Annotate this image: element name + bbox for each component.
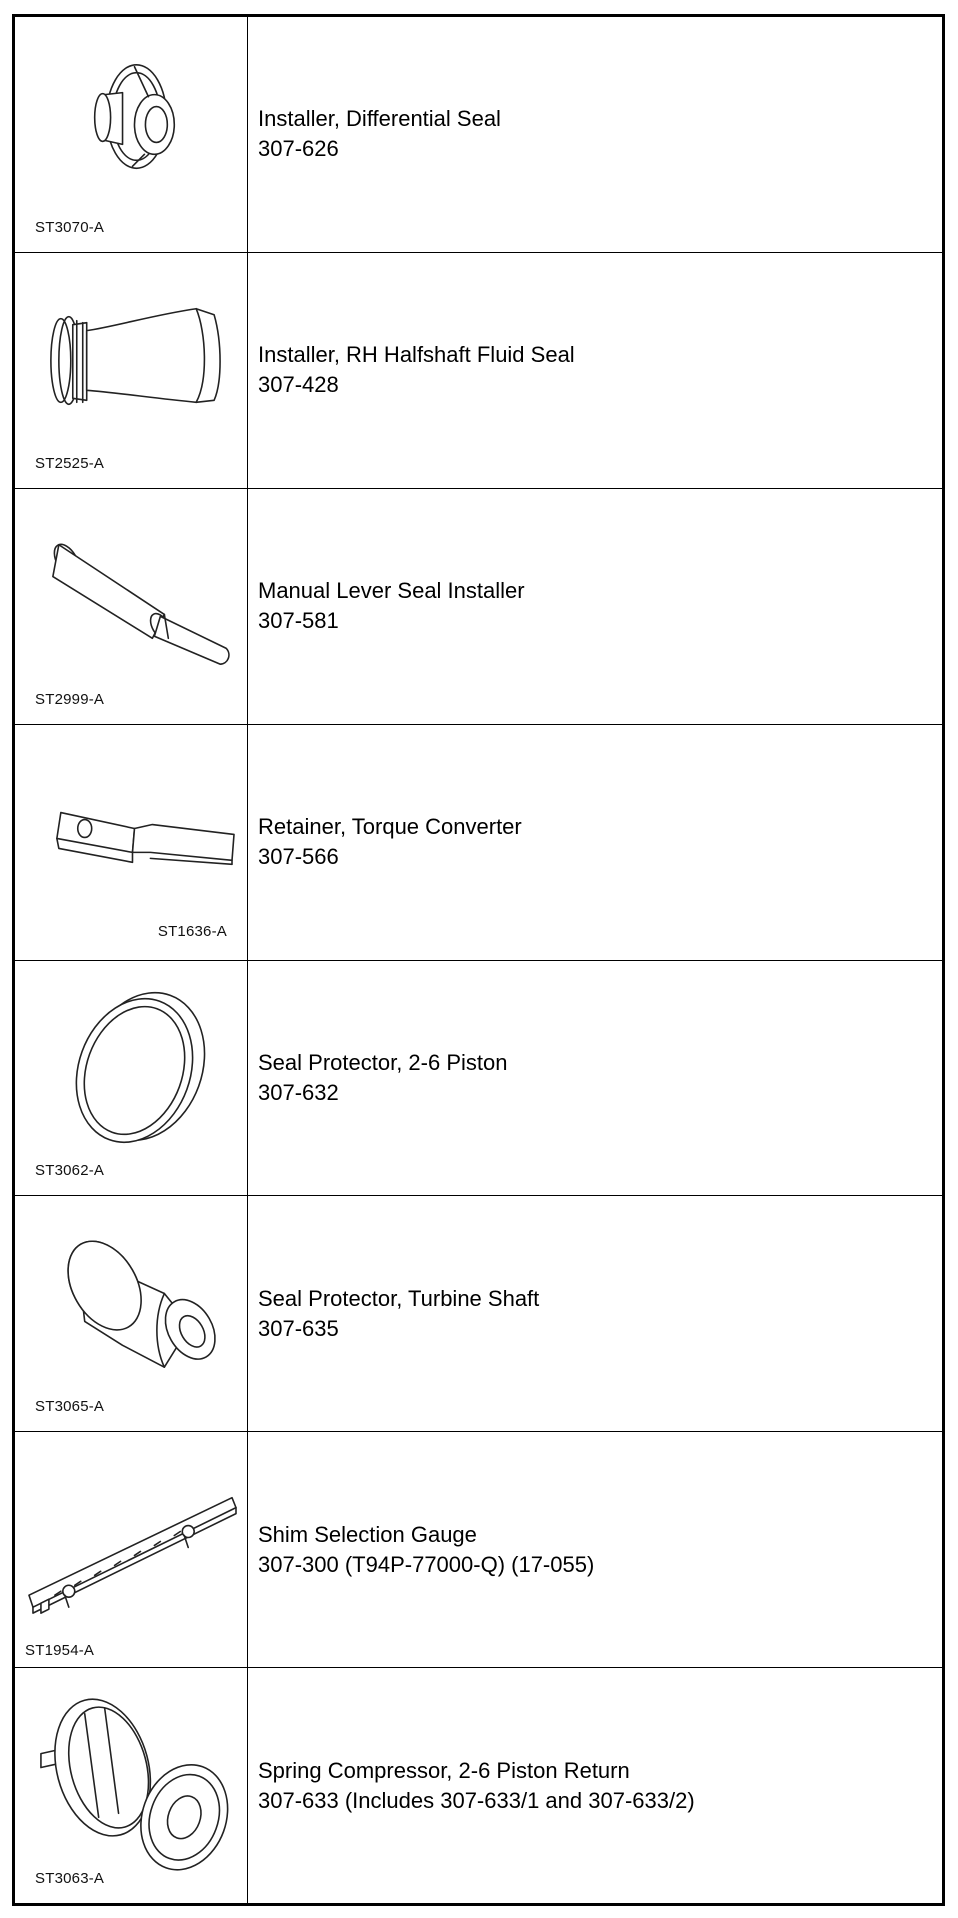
tool-illustration-cell bbox=[15, 253, 248, 488]
tool-description-cell bbox=[248, 489, 942, 724]
tool-description-cell bbox=[248, 1668, 942, 1903]
differential-seal-installer-icon bbox=[15, 17, 247, 252]
tool-number: 307-300 (T94P-77000-Q) (17-055) bbox=[258, 1551, 595, 1577]
tool-name: Manual Lever Seal Installer bbox=[258, 578, 525, 604]
tool-name: Spring Compressor, 2-6 Piston Return bbox=[258, 1757, 630, 1783]
tool-number: 307-635 bbox=[258, 1315, 339, 1341]
tool-number: 307-581 bbox=[258, 608, 339, 634]
table-row bbox=[15, 961, 942, 1197]
tool-description-cell bbox=[248, 725, 942, 960]
special-tools-table bbox=[12, 14, 945, 1906]
tool-illustration-cell bbox=[15, 1432, 248, 1667]
tool-code: ST2525-A bbox=[35, 454, 105, 472]
tool-name: Retainer, Torque Converter bbox=[258, 814, 522, 840]
tool-name: Installer, RH Halfshaft Fluid Seal bbox=[258, 342, 575, 368]
tool-number: 307-632 bbox=[258, 1079, 339, 1105]
table-row bbox=[15, 17, 942, 253]
table-row bbox=[15, 253, 942, 489]
lever-seal-installer-icon bbox=[15, 489, 247, 724]
tool-name: Installer, Differential Seal bbox=[258, 106, 501, 132]
tool-number: 307-626 bbox=[258, 136, 339, 162]
tool-illustration-cell bbox=[15, 961, 248, 1196]
tool-description-cell bbox=[248, 17, 942, 252]
piston-seal-protector-icon bbox=[15, 961, 247, 1196]
tool-illustration-cell bbox=[15, 1196, 248, 1431]
tool-description-cell bbox=[248, 253, 942, 488]
turbine-shaft-seal-protector-icon bbox=[15, 1196, 247, 1431]
halfshaft-seal-installer-icon bbox=[15, 253, 247, 488]
tool-code: ST2999-A bbox=[35, 690, 105, 708]
tool-description-cell bbox=[248, 1432, 942, 1667]
tool-name: Shim Selection Gauge bbox=[258, 1521, 477, 1547]
tool-number: 307-633 (Includes 307-633/1 and 307-633/2) bbox=[258, 1787, 695, 1813]
tool-number: 307-566 bbox=[258, 844, 339, 870]
tool-code: ST3062-A bbox=[35, 1162, 105, 1180]
tool-name: Seal Protector, Turbine Shaft bbox=[258, 1285, 540, 1311]
spring-compressor-icon bbox=[15, 1668, 247, 1903]
tool-code: ST3063-A bbox=[35, 1870, 105, 1887]
tool-name: Seal Protector, 2-6 Piston bbox=[258, 1049, 508, 1075]
table-row bbox=[15, 1668, 942, 1903]
table-row bbox=[15, 1432, 942, 1668]
tool-description-cell bbox=[248, 1196, 942, 1431]
tool-illustration-cell bbox=[15, 725, 248, 960]
shim-selection-gauge-icon bbox=[15, 1432, 247, 1667]
tool-illustration-cell bbox=[15, 17, 248, 252]
table-row bbox=[15, 725, 942, 961]
tool-code: ST1636-A bbox=[157, 922, 227, 940]
tool-code: ST3070-A bbox=[35, 218, 105, 236]
table-row bbox=[15, 1196, 942, 1432]
tool-illustration-cell bbox=[15, 1668, 248, 1903]
tool-description-cell bbox=[248, 961, 942, 1196]
tool-number: 307-428 bbox=[258, 372, 339, 398]
table-row bbox=[15, 489, 942, 725]
tool-illustration-cell bbox=[15, 489, 248, 724]
tool-code: ST1954-A bbox=[25, 1642, 95, 1660]
tool-code: ST3065-A bbox=[35, 1398, 105, 1416]
